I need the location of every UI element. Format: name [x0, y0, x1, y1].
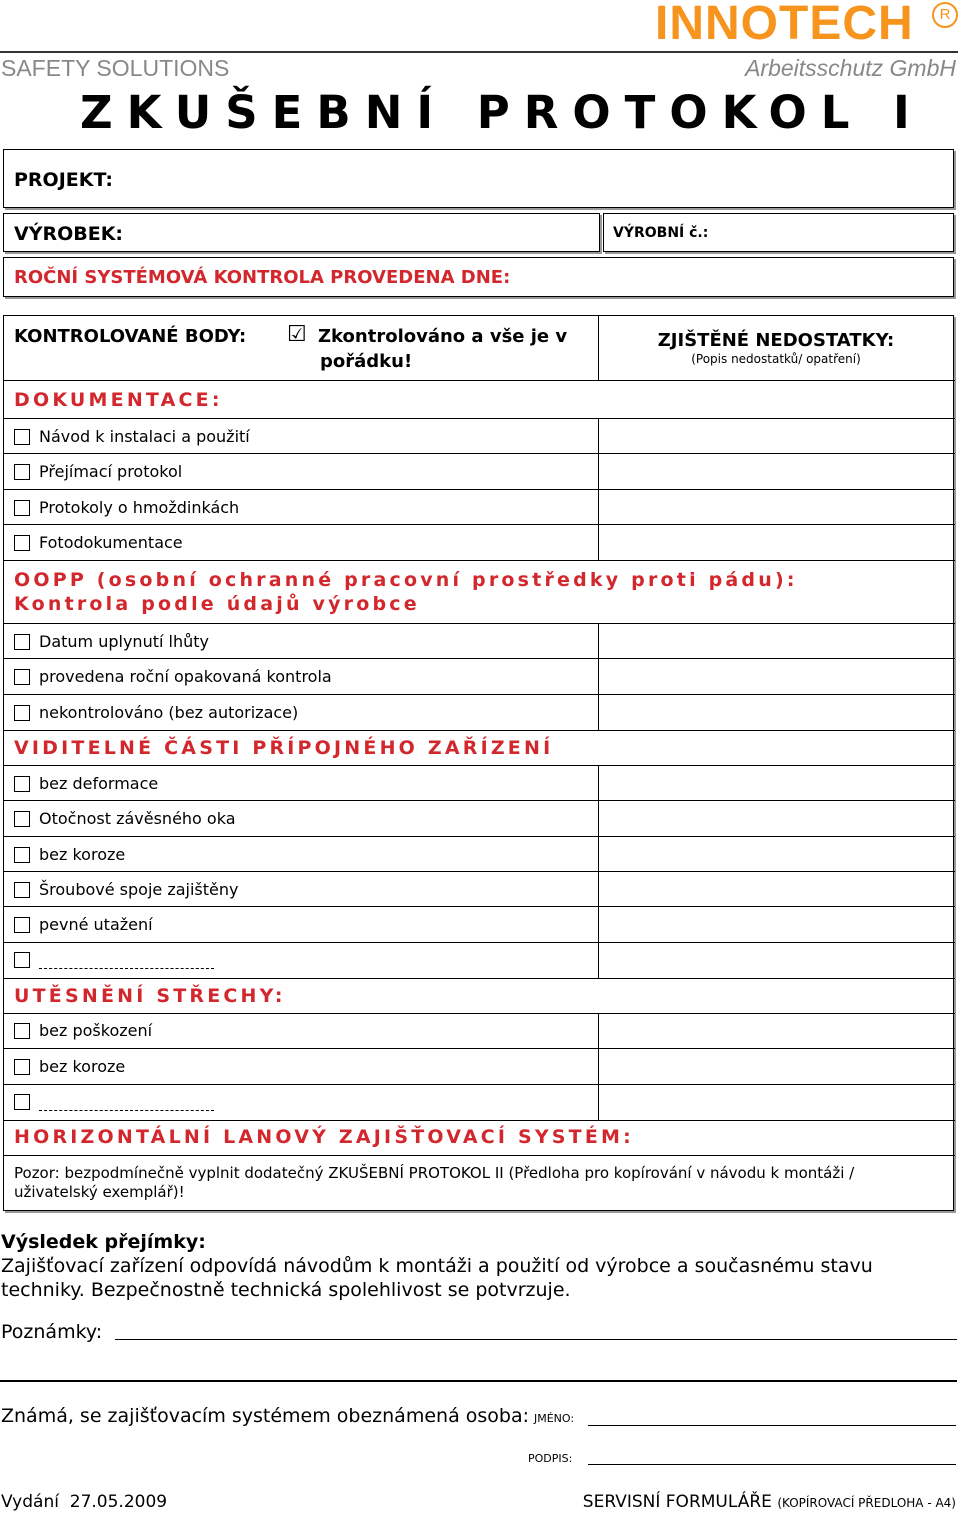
list-item[interactable] [14, 498, 239, 517]
list-item[interactable] [14, 462, 182, 481]
person-label: Známá, se zajišťovacím systémem obeznámená osoba: [1, 1405, 530, 1427]
blank-entry-line[interactable] [39, 958, 214, 969]
list-item[interactable] [14, 1021, 152, 1040]
defects-title: ZJIŠTĚNÉ NEDOSTATKY: [657, 330, 895, 351]
checkbox[interactable] [14, 669, 30, 685]
list-item[interactable] [14, 632, 209, 651]
podpis-field[interactable] [588, 1464, 956, 1465]
checkbox[interactable] [14, 1059, 30, 1075]
section-horizontalni: HORIZONTÁLNÍ LANOVÝ ZAJIŠŤOVACÍ SYSTÉM: [14, 1126, 634, 1148]
poznamky-label: Poznámky: [1, 1321, 103, 1343]
checkbox[interactable] [14, 464, 30, 480]
right-tagline: Arbeitsschutz GmbH [745, 55, 956, 81]
issue-date: Vydání 27.05.2009 [1, 1492, 168, 1512]
section-viditelne: VIDITELNÉ ČÁSTI PŘÍPOJNÉHO ZAŘÍZENÍ [14, 737, 554, 759]
row-line [3, 836, 955, 837]
result-line-2: techniky. Bezpečnostně technická spolehlivost se potvrzuje. [1, 1279, 571, 1301]
jmeno-field[interactable] [588, 1425, 956, 1426]
row-line [3, 730, 955, 731]
blank-entry-line[interactable] [39, 1100, 214, 1111]
checkbox[interactable] [14, 1023, 30, 1039]
row-line [3, 623, 955, 624]
list-item[interactable] [14, 915, 153, 934]
left-tagline: SAFETY SOLUTIONS [1, 55, 230, 81]
ok-line-1: Zkontrolováno a vše je v [318, 326, 568, 347]
rocni-kontrola-box[interactable] [3, 257, 954, 297]
row-line [3, 1155, 955, 1156]
page-title: ZKUŠEBNÍ PROTOKOL I [80, 86, 924, 139]
form-footer [583, 1492, 956, 1512]
row-line [3, 800, 955, 801]
row-line [3, 1120, 955, 1121]
row-line [3, 524, 955, 525]
projekt-box[interactable] [3, 149, 954, 208]
checkbox[interactable] [14, 429, 30, 445]
row-line [3, 942, 955, 943]
registered-mark: R [932, 2, 958, 28]
item-label: pevné utažení [39, 915, 153, 934]
list-item[interactable] [14, 880, 238, 899]
row-line [3, 978, 955, 979]
item-label: nekontrolováno (bez autorizace) [39, 703, 299, 722]
list-item-blank[interactable] [14, 1092, 214, 1111]
row-line [3, 765, 955, 766]
defects-subtitle: (Popis nedostatků/ opatření) [691, 352, 861, 366]
list-item[interactable] [14, 703, 298, 722]
row-line [3, 906, 955, 907]
list-item[interactable] [14, 533, 183, 552]
row-line [3, 489, 955, 490]
row-line [3, 418, 955, 419]
poznamky-line-2[interactable] [0, 1380, 957, 1382]
form-subtitle: (KOPÍROVACÍ PŘEDLOHA - A4) [777, 1496, 956, 1510]
column-divider [598, 1013, 599, 1120]
kontrolovane-body-label: KONTROLOVANÉ BODY: [14, 326, 247, 347]
section-oopp-subtitle: Kontrola podle údajů výrobce [14, 593, 420, 615]
checkbox[interactable] [14, 634, 30, 650]
row-line [3, 658, 955, 659]
vyrobni-cislo-label: VÝROBNÍ č.: [613, 225, 709, 241]
checkbox[interactable] [14, 847, 30, 863]
item-label: bez deformace [39, 774, 159, 793]
item-label: Otočnost závěsného oka [39, 809, 236, 828]
check-table [3, 315, 954, 1211]
jmeno-label: JMÉNO: [534, 1412, 575, 1425]
checkbox[interactable] [14, 500, 30, 516]
item-label: Protokoly o hmoždinkách [39, 498, 240, 517]
rocni-kontrola-label: ROČNÍ SYSTÉMOVÁ KONTROLA PROVEDENA DNE: [14, 267, 511, 288]
item-label: Přejímací protokol [39, 462, 183, 481]
checkbox[interactable] [14, 917, 30, 933]
row-line [3, 871, 955, 872]
checked-box-icon: ☑ [287, 322, 307, 347]
item-label: bez koroze [39, 1057, 126, 1076]
row-line [3, 694, 955, 695]
vyrobek-box[interactable] [3, 213, 600, 252]
vyrobni-cislo-box[interactable] [603, 213, 954, 252]
item-label: Datum uplynutí lhůty [39, 632, 209, 651]
row-line [3, 453, 955, 454]
checkbox[interactable] [14, 535, 30, 551]
item-label: bez poškození [39, 1021, 153, 1040]
list-item[interactable] [14, 1057, 125, 1076]
row-line [3, 1013, 955, 1014]
result-title: Výsledek přejímky: [1, 1231, 206, 1253]
podpis-label: PODPIS: [528, 1452, 573, 1465]
checkbox[interactable] [14, 705, 30, 721]
item-label: Fotodokumentace [39, 533, 183, 552]
result-line-1: Zajišťovací zařízení odpovídá návodům k montáži a použití od výrobce a současnému stavu [1, 1255, 873, 1277]
checkbox[interactable] [14, 776, 30, 792]
checkbox[interactable] [14, 882, 30, 898]
brand-logo: INNOTECH [655, 0, 914, 50]
item-label: Šroubové spoje zajištěny [39, 880, 239, 899]
checkbox[interactable] [14, 1094, 30, 1110]
ok-line-2: pořádku! [320, 351, 413, 372]
list-item[interactable] [14, 667, 332, 686]
section-utesneni: UTĚSNĚNÍ STŘECHY: [14, 985, 286, 1007]
row-line [3, 560, 955, 561]
item-label: bez koroze [39, 845, 126, 864]
list-item-blank[interactable] [14, 950, 214, 969]
row-line [3, 1048, 955, 1049]
section-dokumentace: DOKUMENTACE: [14, 389, 223, 411]
list-item[interactable] [14, 809, 236, 828]
checkbox[interactable] [14, 811, 30, 827]
vyrobek-label: VÝROBEK: [14, 223, 124, 245]
projekt-label: PROJEKT: [14, 169, 113, 191]
checkbox[interactable] [14, 952, 30, 968]
row-line [3, 1084, 955, 1085]
row-line [3, 380, 955, 381]
column-divider [598, 623, 599, 730]
list-item[interactable] [14, 845, 125, 864]
form-title: SERVISNÍ FORMULÁŘE [582, 1492, 772, 1512]
warning-note-line-2: uživatelský exemplář)! [14, 1183, 185, 1201]
list-item[interactable] [14, 427, 250, 446]
warning-note-line-1: Pozor: bezpodmínečně vyplnit dodatečný ZKUŠEBNÍ PROTOKOL II (Předloha pro kopírování v návodu k montáži / [14, 1164, 855, 1182]
item-label: provedena roční opakovaná kontrola [39, 667, 332, 686]
header-divider [0, 51, 958, 53]
list-item[interactable] [14, 774, 158, 793]
section-oopp-title: OOPP (osobní ochranné pracovní prostředky proti pádu): [14, 569, 798, 591]
item-label: Návod k instalaci a použití [39, 427, 250, 446]
poznamky-line[interactable] [115, 1339, 957, 1340]
